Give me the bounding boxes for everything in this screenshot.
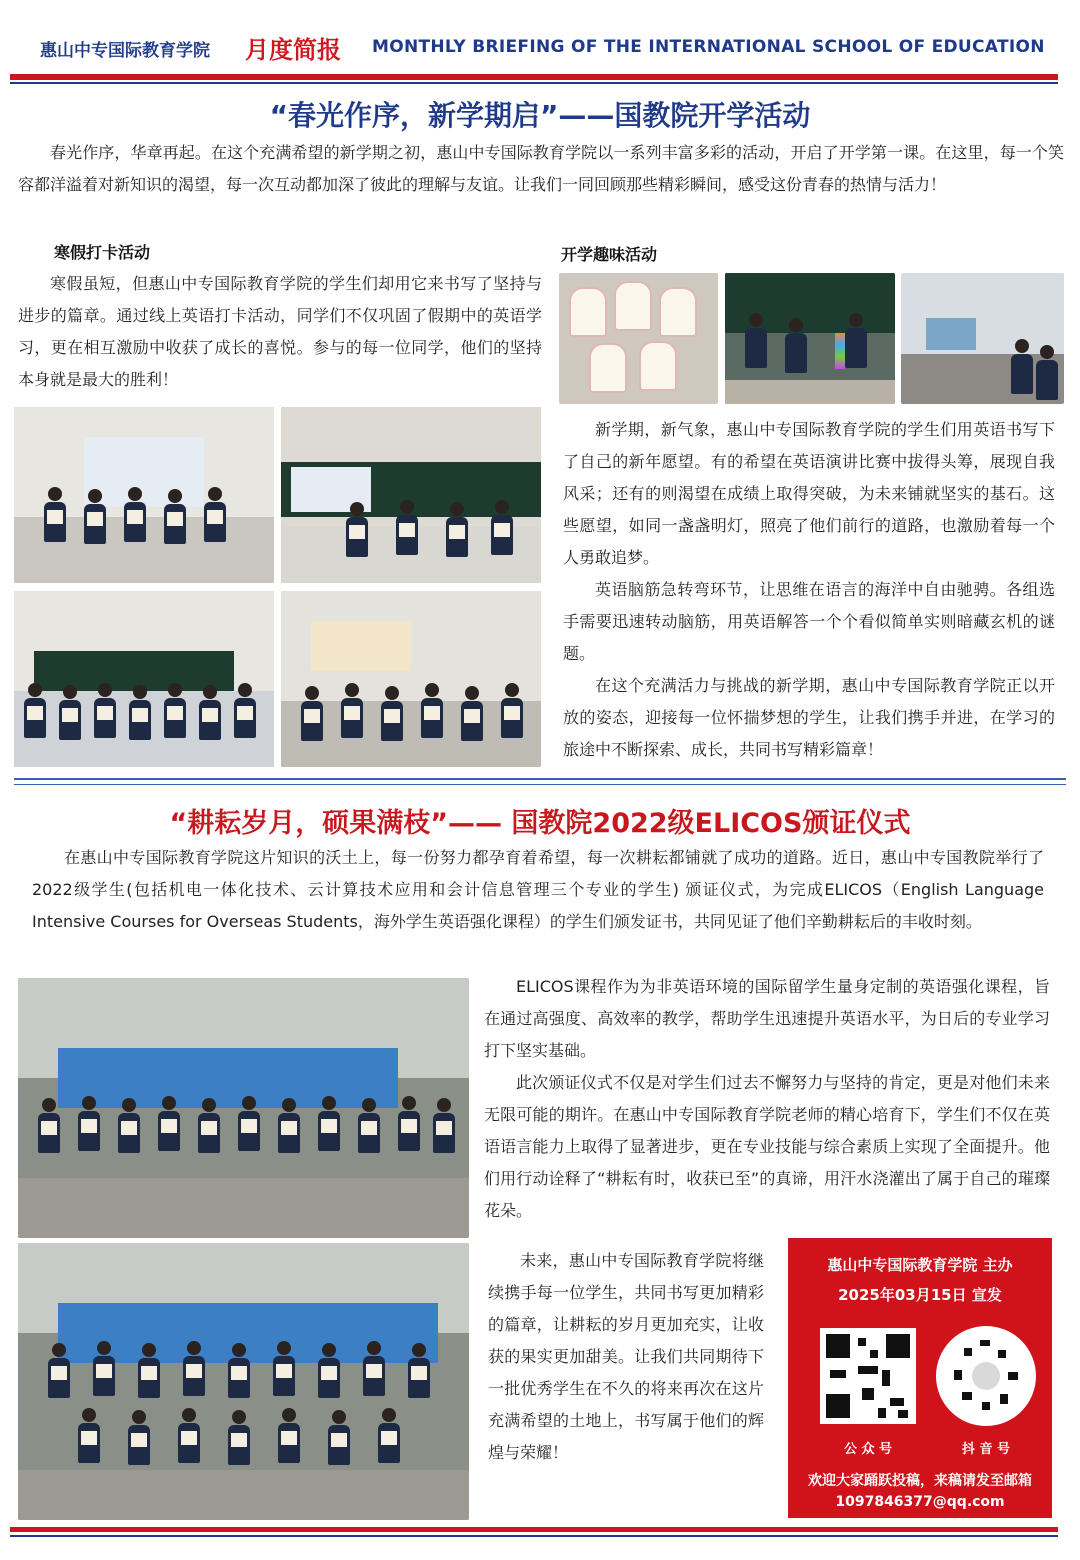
publisher-info-box <box>788 1238 1052 1518</box>
section-divider-thin <box>14 784 1066 785</box>
submission-email[interactable]: 1097846377@qq.com <box>835 1494 1005 1510</box>
header-blue-rule <box>10 82 1058 84</box>
header-school-name: 惠山中专国际教育学院 <box>40 41 210 61</box>
photo-ceremony-group-1 <box>18 978 469 1238</box>
wechat-qr-code[interactable] <box>820 1328 916 1424</box>
photo-winter-checkin-3 <box>14 591 274 767</box>
douyin-label: 抖 音 号 <box>961 1442 1011 1457</box>
header-red-rule <box>10 74 1058 80</box>
fun-activity-heading: 开学趣味活动 <box>561 245 658 264</box>
photo-winter-checkin-2 <box>281 407 541 583</box>
header-monthly-title: 月度简报 <box>245 36 341 64</box>
elicos-text-3: 未来，惠山中专国际教育学院将继续携手每一位学生，共同书写更加精彩的篇章，让耕耘的岁月更加充实，让收获的果实更加甜美。让我们共同期待下一批优秀学生在不久的将来再次在这片充满希望的土地上，书写属于他们的辉煌与荣耀！ <box>488 1251 764 1462</box>
section1-title: “春光作序，新学期启”——国教院开学活动 <box>269 99 811 132</box>
fun-activity-text-2: 英语脑筋急转弯环节，让思维在语言的海洋中自由驰骋。各组选手需要迅速转动脑筋，用英语解答一个个看似简单实则暗藏玄机的谜题。 <box>563 580 1055 663</box>
footer-blue-rule <box>10 1535 1058 1537</box>
submission-invite: 欢迎大家踊跃投稿，来稿请发至邮箱 <box>808 1473 1032 1489</box>
publisher-host: 惠山中专国际教育学院 主办 <box>827 1256 1013 1274</box>
elicos-text-1: ELICOS课程作为为非英语环境的国际留学生量身定制的英语强化课程，旨在通过高强度、高效率的教学，帮助学生迅速提升英语水平，为日后的专业学习打下坚实基础。 <box>484 977 1050 1060</box>
footer-red-rule <box>10 1527 1058 1532</box>
elicos-text-2: 此次颁证仪式不仅是对学生们过去不懈努力与坚持的肯定，更是对他们未来无限可能的期许。在惠山中专国际教育学院老师的精心培育下，学生们不仅在英语语言能力上取得了显著进步，更在专业技能与综合素质上实现了全面提升。他们用行动诠释了“耕耘有时，收获已至”的真谛，用汗水浇灌出了属于自己的璀璨花朵。 <box>484 1073 1050 1220</box>
photo-wish-cards <box>559 273 718 404</box>
section2-intro: 在惠山中专国际教育学院这片知识的沃土上，每一份努力都孕育着希望，每一次耕耘都铺就了成功的道路。近日，惠山中专国教院举行了2022级学生(包括机电一体化技术、云计算技术应用和会计信息管理三个专业的学生) 颁证仪式，为完成ELICOS（English Language Intensive Courses for Overseas Students，海外学生英语强化课程）的学生们颁发证书，共同见证了他们辛勤耕耘后的丰收时刻。 <box>32 848 1044 931</box>
header-english-title: MONTHLY BRIEFING OF THE INTERNATIONAL SCHOOL OF EDUCATION <box>372 37 1045 57</box>
section2-title: “耕耘岁月，硕果满枝”—— 国教院2022级ELICOS颁证仪式 <box>169 808 911 839</box>
fun-activity-text-1: 新学期，新气象，惠山中专国际教育学院的学生们用英语书写下了自己的新年愿望。有的希望在英语演讲比赛中拔得头筹，展现自我风采；还有的则渴望在成绩上取得突破，为未来铺就坚实的基石。这些愿望，如同一盏盏明灯，照亮了他们前行的道路，也激励着每一个人勇敢追梦。 <box>563 420 1055 567</box>
winter-checkin-heading: 寒假打卡活动 <box>54 243 151 262</box>
douyin-qr-code[interactable] <box>936 1326 1036 1426</box>
wechat-label: 公 众 号 <box>843 1442 893 1457</box>
publish-date: 2025年03月15日 宣发 <box>838 1286 1002 1304</box>
fun-activity-text-3: 在这个充满活力与挑战的新学期，惠山中专国际教育学院正以开放的姿态，迎接每一位怀揣梦想的学生，让我们携手并进，在学习的旅途中不断探索、成长，共同书写精彩篇章！ <box>563 676 1055 759</box>
photo-block-game <box>725 273 895 404</box>
section1-intro: 春光作序，华章再起。在这个充满希望的新学期之初，惠山中专国际教育学院以一系列丰富多彩的活动，开启了开学第一课。在这里，每一个笑容都洋溢着对新知识的渴望，每一次互动都加深了彼此的理解与友谊。让我们一同回顾那些精彩瞬间，感受这份青春的热情与活力！ <box>18 143 1064 194</box>
photo-winter-checkin-1 <box>14 407 274 583</box>
photo-winter-checkin-4 <box>281 591 541 767</box>
winter-checkin-text: 寒假虽短，但惠山中专国际教育学院的学生们却用它来书写了坚持与进步的篇章。通过线上英语打卡活动，同学们不仅巩固了假期中的英语学习，更在相互激励中收获了成长的喜悦。参与的每一位同学，他们的坚持本身就是最大的胜利！ <box>18 274 542 389</box>
photo-ceremony-group-2 <box>18 1243 469 1520</box>
photo-classroom <box>901 273 1064 404</box>
section-divider <box>14 778 1066 780</box>
